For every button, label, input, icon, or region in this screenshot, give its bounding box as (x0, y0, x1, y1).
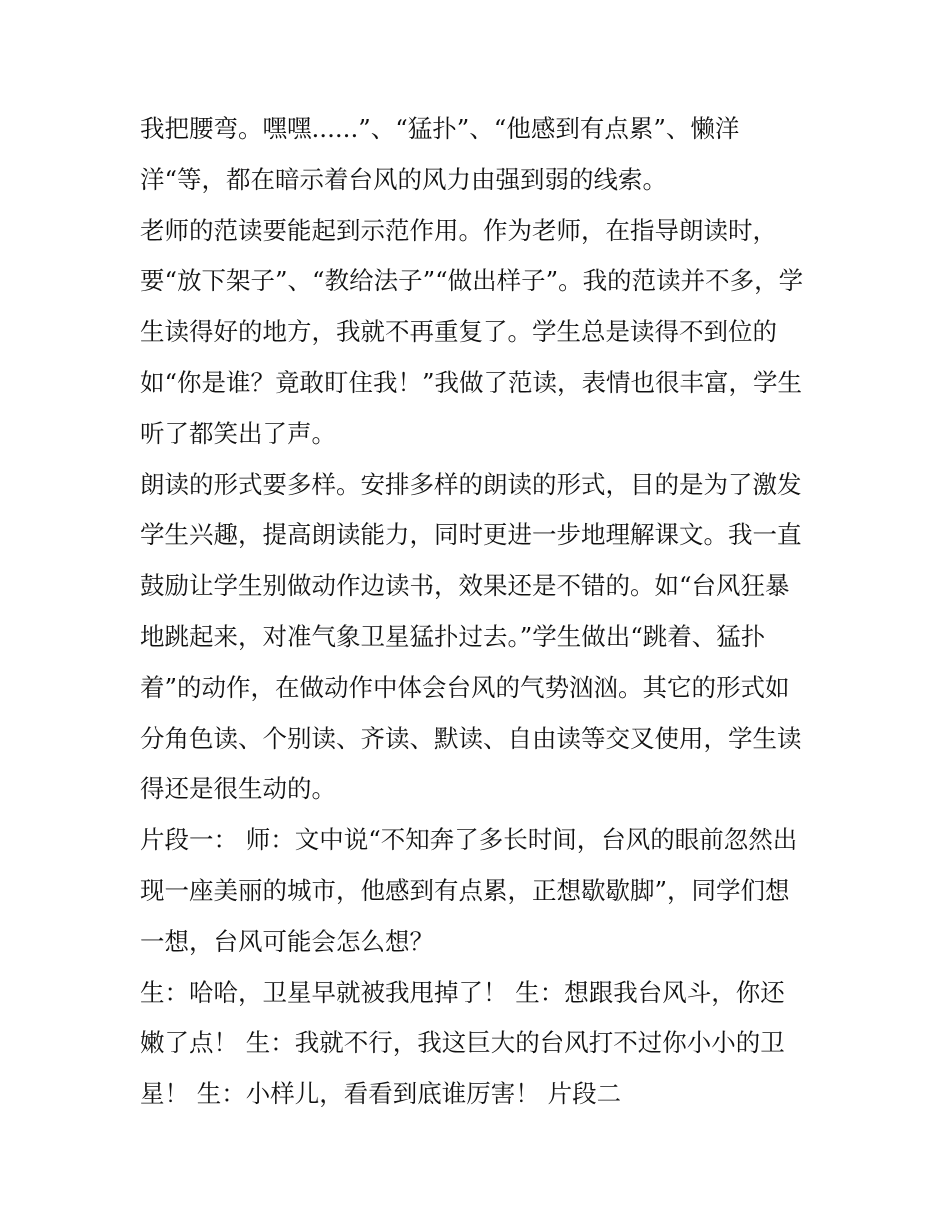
text-line-4: 要“放下架子”、“教给法子”“做出样子”。我的范读并不多，学 (140, 266, 804, 296)
text-line-8: 朗读的形式要多样。安排多样的朗读的形式，目的是为了激发 (140, 469, 802, 499)
text-line-19: 嫩了点！ 生：我就不行，我这巨大的台风打不过你小小的卫 (140, 1028, 785, 1058)
body-text (140, 104, 820, 1120)
text-line-12: 着”的动作，在做动作中体会台风的气势汹汹。其它的形式如 (140, 672, 790, 702)
text-line-16: 现一座美丽的城市，他感到有点累，正想歇歇脚”，同学们想 (140, 875, 790, 905)
text-line-13: 分角色读、个别读、齐读、默读、自由读等交叉使用，学生读 (140, 723, 802, 753)
text-line-11: 地跳起来，对准气象卫星猛扑过去。”学生做出“跳着、猛扑 (140, 621, 766, 651)
text-line-15: 片段一： 师：文中说“不知奔了多长时间，台风的眼前忽然出 (140, 825, 798, 855)
text-line-18: 生：哈哈，卫星早就被我甩掉了！ 生：想跟我台风斗，你还 (140, 977, 785, 1007)
text-line-1: 我把腰弯。嘿嘿......”、“猛扑”、“他感到有点累”、懒洋 (140, 114, 740, 143)
text-line-3: 老师的范读要能起到示范作用。作为老师，在指导朗读时， (140, 215, 777, 245)
text-line-7: 听了都笑出了声。 (140, 418, 336, 448)
text-line-10: 鼓励让学生别做动作边读书，效果还是不错的。如“台风狂暴 (140, 571, 790, 601)
text-line-6: 如“你是谁？竟敢盯住我！”我做了范读，表情也很丰富，学生 (140, 367, 803, 397)
text-line-14: 得还是很生动的。 (140, 774, 336, 804)
text-line-9: 学生兴趣，提高朗读能力，同时更进一步地理解课文。我一直 (140, 520, 802, 550)
text-line-2: 洋“等，都在暗示着台风的风力由强到弱的线索。 (140, 164, 668, 194)
text-line-5: 生读得好的地方，我就不再重复了。学生总是读得不到位的 (140, 317, 777, 347)
text-line-17: 一想，台风可能会怎么想？ (140, 926, 434, 956)
text-line-20: 星！ 生：小样儿，看看到底谁厉害！ 片段二 (140, 1079, 622, 1109)
